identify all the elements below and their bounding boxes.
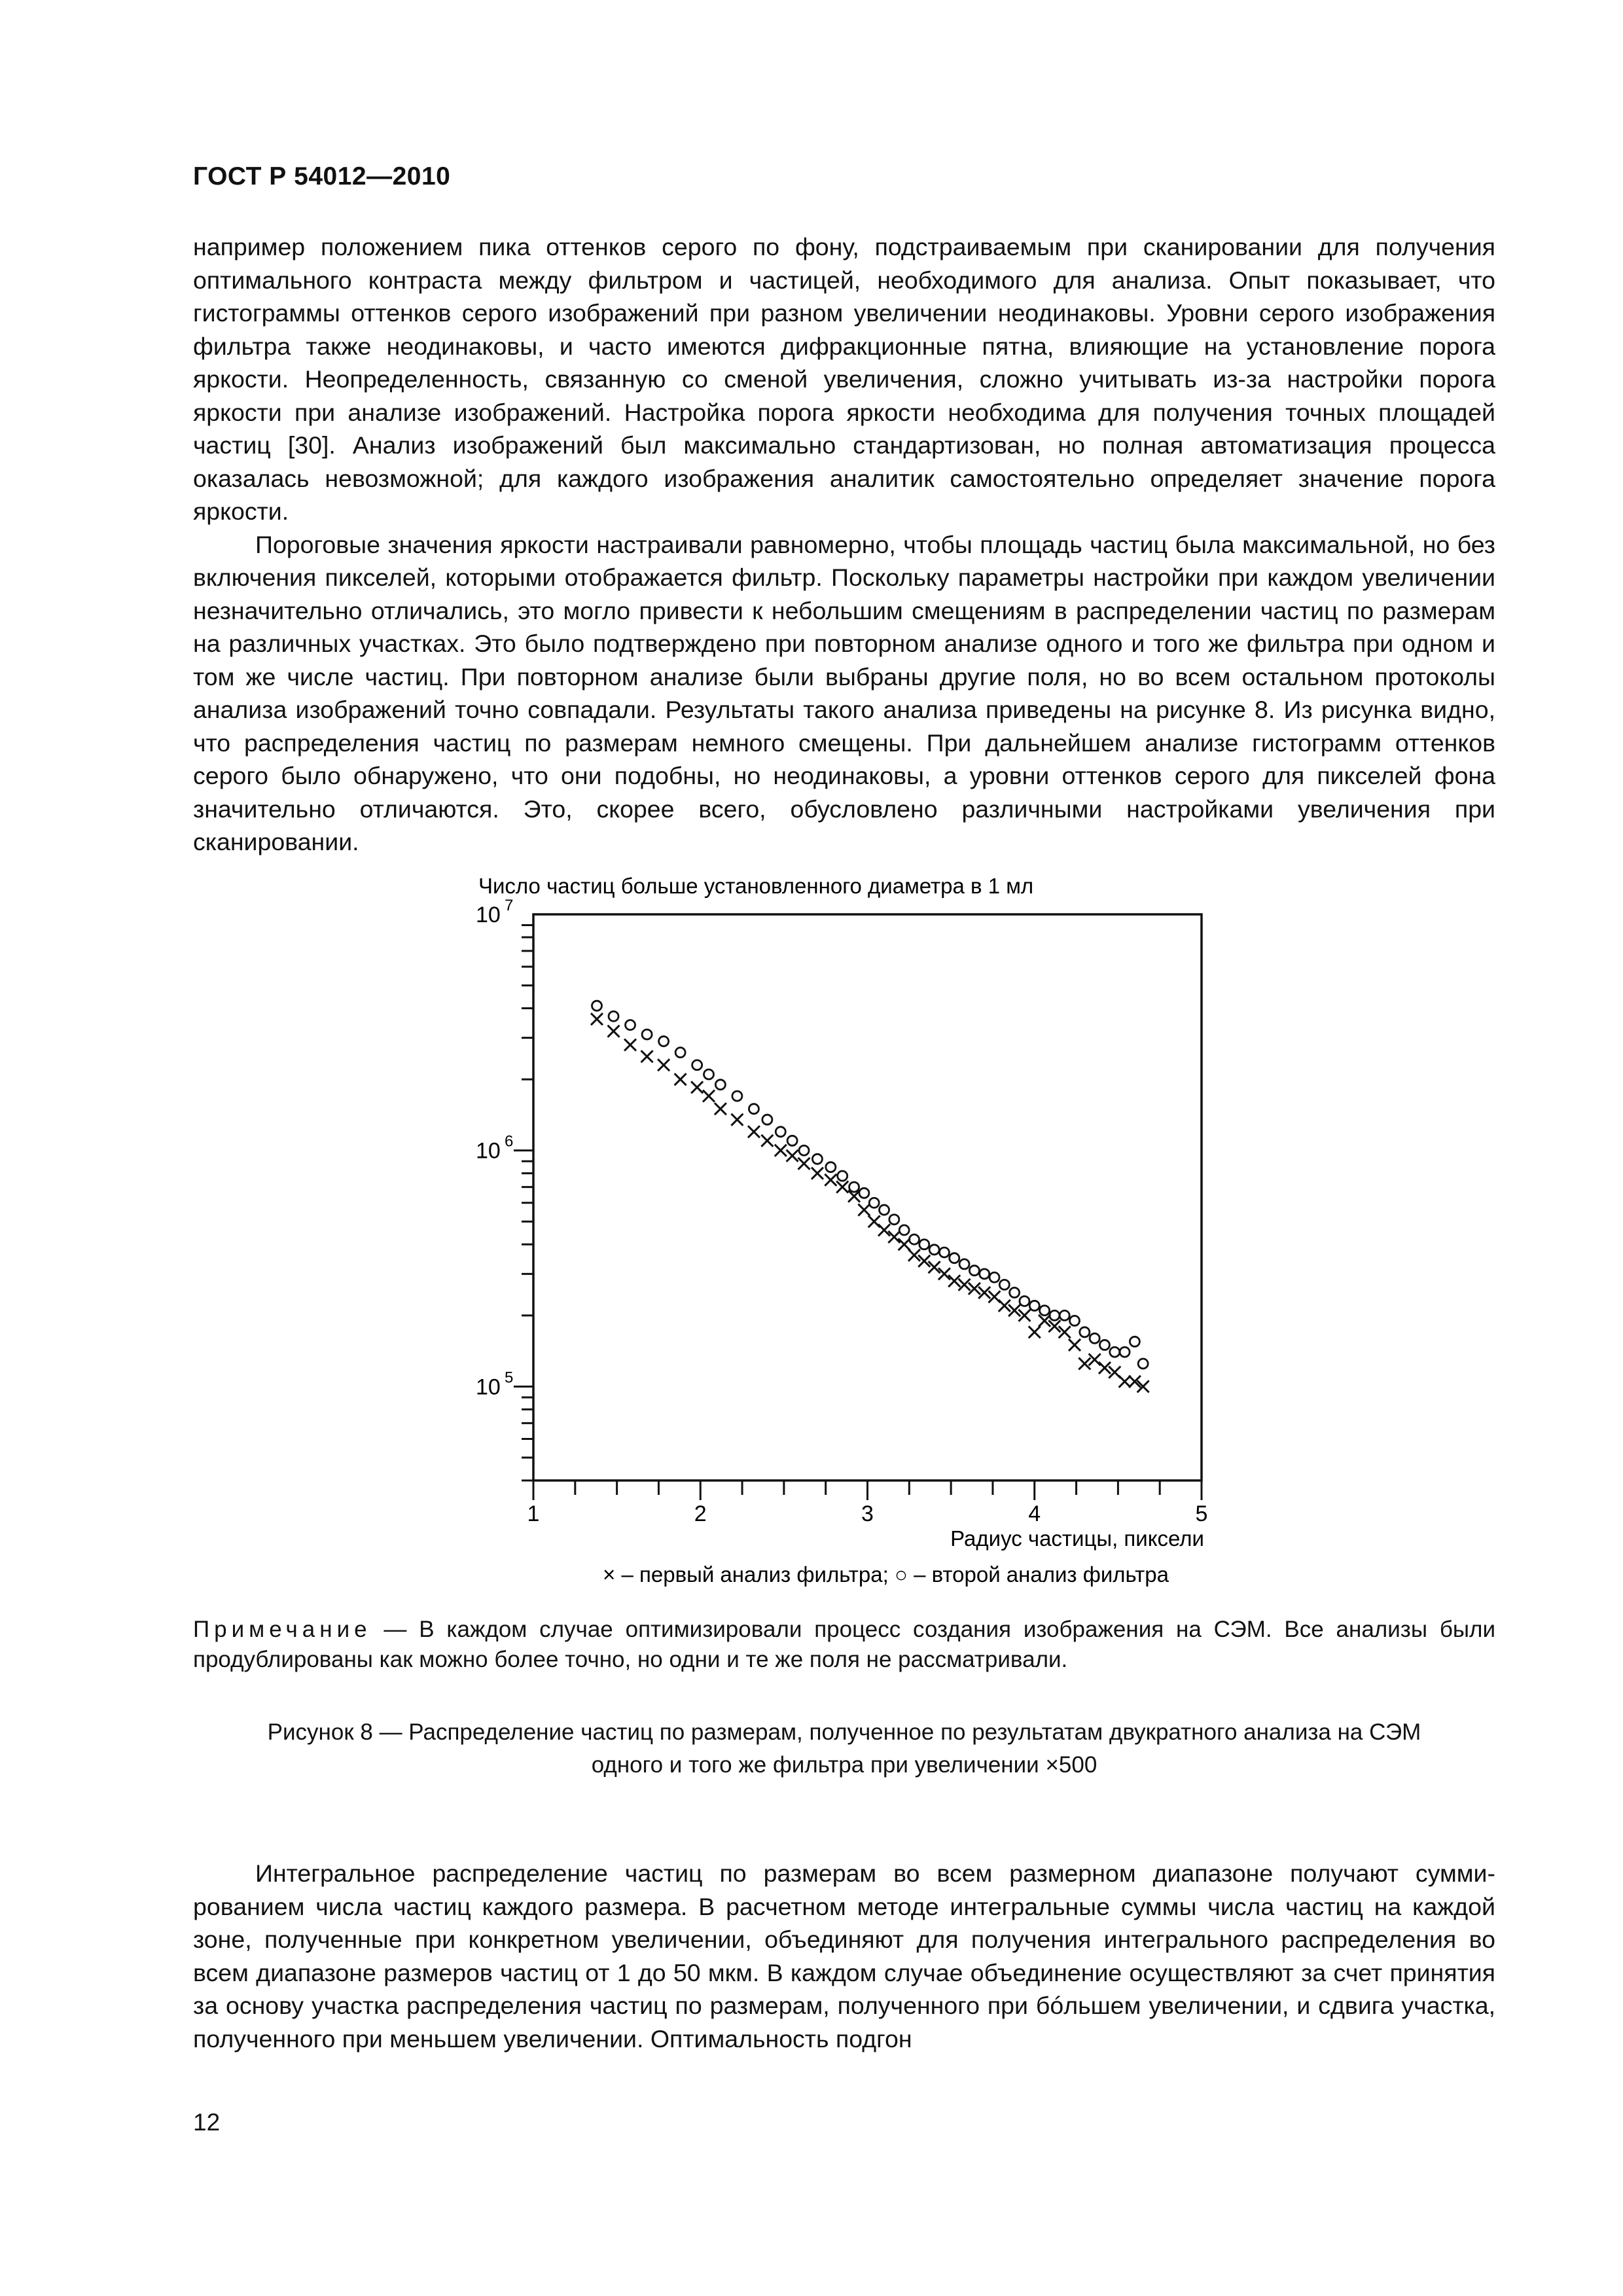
point-second-analysis — [626, 1020, 635, 1030]
point-second-analysis — [1130, 1336, 1139, 1346]
point-first-analysis — [969, 1283, 980, 1295]
point-second-analysis — [919, 1240, 929, 1249]
point-first-analysis — [1119, 1376, 1131, 1388]
x-tick-label: 3 — [861, 1501, 874, 1526]
y-tick-label: 10 — [476, 903, 501, 927]
point-first-analysis — [1069, 1339, 1080, 1351]
point-second-analysis — [1029, 1300, 1039, 1310]
x-axis-label: Радиус частицы, пиксели — [950, 1526, 1204, 1551]
figure-caption — [193, 1716, 1495, 1782]
x-tick-label: 2 — [694, 1501, 707, 1526]
point-first-analysis — [836, 1181, 848, 1193]
point-first-analysis — [888, 1231, 900, 1243]
point-second-analysis — [838, 1171, 847, 1181]
point-second-analysis — [950, 1253, 959, 1263]
point-first-analysis — [988, 1291, 1000, 1302]
point-second-analysis — [1060, 1310, 1069, 1320]
point-first-analysis — [899, 1238, 910, 1250]
point-second-analysis — [642, 1030, 652, 1039]
point-second-analysis — [889, 1215, 899, 1225]
plot-frame — [533, 914, 1202, 1480]
point-first-analysis — [1109, 1367, 1120, 1378]
point-first-analysis — [624, 1039, 636, 1050]
point-second-analysis — [1070, 1316, 1080, 1325]
point-first-analysis — [868, 1215, 880, 1227]
point-first-analysis — [1008, 1304, 1020, 1316]
y-tick-label: 10 — [476, 1374, 501, 1400]
point-second-analysis — [704, 1069, 714, 1079]
point-second-analysis — [1010, 1287, 1020, 1297]
point-first-analysis — [978, 1287, 990, 1299]
point-second-analysis — [592, 1001, 601, 1011]
point-first-analysis — [775, 1145, 787, 1157]
chart-legend: × – первый анализ фильтра; ○ – второй анализ фильтра — [603, 1562, 1169, 1587]
caption-line-1: Рисунок 8 — Распределение частиц по размерам, полученное по результатам двукратного анализа на СЭМ — [267, 1719, 1421, 1745]
point-second-analysis — [909, 1234, 919, 1244]
point-second-analysis — [849, 1182, 859, 1192]
point-first-analysis — [691, 1081, 703, 1093]
point-second-analysis — [762, 1115, 772, 1124]
x-tick-label: 1 — [527, 1501, 540, 1526]
point-second-analysis — [899, 1225, 909, 1235]
point-second-analysis — [749, 1104, 758, 1114]
point-second-analysis — [1080, 1327, 1090, 1337]
point-first-analysis — [731, 1114, 743, 1126]
point-first-analysis — [715, 1103, 726, 1115]
point-second-analysis — [659, 1036, 669, 1046]
point-second-analysis — [859, 1188, 869, 1198]
y-tick-label: 10 — [476, 1138, 501, 1164]
point-first-analysis — [761, 1135, 773, 1147]
point-second-analysis — [787, 1136, 797, 1145]
point-second-analysis — [880, 1205, 889, 1215]
point-first-analysis — [1137, 1380, 1149, 1392]
point-first-analysis — [1099, 1362, 1111, 1374]
point-second-analysis — [812, 1154, 822, 1164]
point-second-analysis — [980, 1269, 990, 1279]
point-second-analysis — [1020, 1296, 1029, 1306]
standard-header: ГОСТ Р 54012—2010 — [193, 162, 451, 190]
point-second-analysis — [1090, 1333, 1099, 1343]
point-second-analysis — [990, 1272, 999, 1282]
point-first-analysis — [675, 1073, 687, 1085]
x-tick-label: 4 — [1028, 1501, 1041, 1526]
point-first-analysis — [1089, 1354, 1101, 1365]
note-label: Примечание — [193, 1617, 372, 1642]
point-second-analysis — [799, 1145, 809, 1155]
point-second-analysis — [929, 1245, 939, 1255]
y-axis-label: Число частиц больше установленного диаметра в 1 мл — [478, 874, 1034, 898]
point-second-analysis — [939, 1247, 949, 1257]
point-first-analysis — [848, 1191, 860, 1202]
point-second-analysis — [1040, 1306, 1050, 1316]
point-second-analysis — [692, 1060, 702, 1070]
point-second-analysis — [959, 1259, 969, 1269]
point-first-analysis — [825, 1174, 836, 1186]
point-second-analysis — [826, 1162, 836, 1172]
point-first-analysis — [1059, 1326, 1071, 1338]
y-tick-exponent: 5 — [505, 1369, 514, 1387]
point-first-analysis — [908, 1249, 920, 1261]
paragraph-3: Интегральное распределение частиц по размерам во всем размерном диапазоне получают суммированием числа частиц каждого размера. В расчетном методе интегральные суммы числа частиц на каждой зоне, полученные при конкретном увеличении, объединяют для получения интегрального распределения во всем диапазоне размеров частиц от 1 до 50 мкм. В каждом случае объединение осуществляют за счет принятия за основу участка распределения частиц по размерам, полученного при бóльшем увеличении, и сдвига участка, полученного при меньшем увеличении. Оптимальность подгон — [193, 1859, 1495, 2053]
y-tick-exponent: 7 — [505, 897, 514, 914]
point-second-analysis — [675, 1048, 685, 1058]
point-second-analysis — [1138, 1359, 1148, 1369]
point-first-analysis — [591, 1013, 603, 1025]
point-first-analysis — [878, 1224, 890, 1236]
point-first-analysis — [812, 1168, 823, 1179]
point-first-analysis — [858, 1204, 870, 1216]
point-second-analysis — [999, 1280, 1009, 1289]
point-second-analysis — [609, 1011, 618, 1021]
point-first-analysis — [1129, 1376, 1141, 1388]
point-second-analysis — [969, 1266, 979, 1276]
body-text-bottom — [193, 1857, 1495, 2055]
caption-line-2: одного и того же фильтра при увеличении ×500 — [591, 1752, 1097, 1778]
paragraph-2: Пороговые значения яркости настраивали равномерно, чтобы площадь частиц была максимальной, но без включения пикселей, которыми отображается фильтр. Поскольку параметры настройки при каждом увеличении незначительно отличались, это могло привести к небольшим смещениям в распределении частиц по размерам на различных участках. Это было подтверждено при повторном анализе одного и того же фильтра при одном и том же числе частиц. При повторном анализе были выбраны другие поля, но во всем остальном протоколы анализа изображений точно совпадали. Результаты такого анализа приведены на рисунке 8. Из рисунка видно, что распределения частиц по размерам немного смещены. При дальнейшем анализе гистограмм оттенков серого было обнаружено, что они подобны, но неодинаковы, а уровни оттенков серого для пикселей фона значительно отличаются. Это, скорее всего, обусловлено различными настройками увеличения при сканировании. — [193, 530, 1495, 855]
point-second-analysis — [869, 1198, 879, 1208]
figure-note — [193, 1615, 1495, 1675]
point-second-analysis — [1110, 1347, 1120, 1357]
point-second-analysis — [1120, 1347, 1130, 1357]
point-first-analysis — [1029, 1326, 1041, 1338]
point-first-analysis — [929, 1261, 940, 1273]
point-first-analysis — [641, 1050, 653, 1062]
point-second-analysis — [1050, 1310, 1060, 1320]
point-first-analysis — [918, 1255, 930, 1267]
point-second-analysis — [732, 1091, 742, 1101]
point-first-analysis — [959, 1279, 971, 1291]
point-first-analysis — [1079, 1357, 1090, 1369]
x-tick-label: 5 — [1195, 1501, 1208, 1526]
point-first-analysis — [938, 1268, 950, 1280]
point-first-analysis — [1048, 1320, 1060, 1332]
point-first-analysis — [748, 1126, 760, 1138]
point-first-analysis — [1039, 1315, 1050, 1327]
point-first-analysis — [798, 1158, 810, 1170]
point-first-analysis — [1018, 1310, 1030, 1321]
note-text: — В каждом случае оптимизировали процесс создания изображения на СЭМ. Все анализы были продублированы как можно более точно, но одни и те же поля не рассматривали. — [193, 1617, 1495, 1672]
page-number: 12 — [193, 2109, 221, 2136]
point-second-analysis — [776, 1127, 785, 1137]
point-second-analysis — [715, 1080, 725, 1090]
point-first-analysis — [999, 1300, 1010, 1312]
y-tick-exponent: 6 — [505, 1132, 514, 1151]
paragraph-1: например положением пика оттенков серого по фону, подстраиваемым при сканировании для получения оптимального контраста между фильтром и частицей, необходимого для анализа. Опыт показывает, что гистограммы оттенков серого изображений при разном увеличении неодинаковы. Уровни серого изображения фильтра также неодинаковы, и часто имеются дифракционные пятна, влияющие на установление порога яркости. Неопределенность, связанную со сменой увеличения, сложно учитывать из-за настройки порога яркости при анализе изображений. Настройка порога яркости необходима для получения точных площадей частиц [30]. Анализ изображений был максимально стандартизован, но полная автоматизация процесса оказалась невозможной; для каждого изображения аналитик самостоятельно определяет значение порога яркости. — [193, 233, 1495, 525]
point-first-analysis — [948, 1275, 960, 1287]
point-second-analysis — [1099, 1340, 1109, 1350]
point-first-analysis — [658, 1059, 669, 1071]
body-text-top — [193, 230, 1495, 859]
point-first-analysis — [787, 1150, 798, 1162]
point-first-analysis — [703, 1090, 715, 1102]
point-first-analysis — [608, 1026, 620, 1037]
